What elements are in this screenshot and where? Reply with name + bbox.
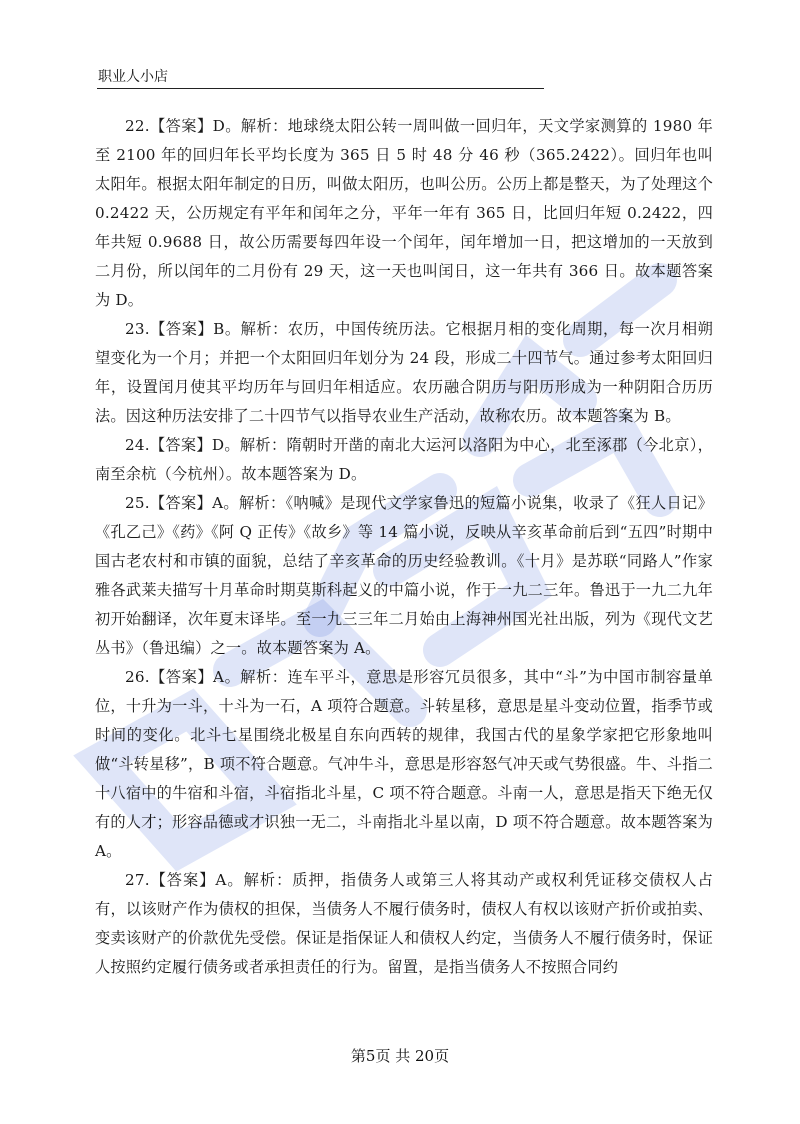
answer-paragraph-27: 27.【答案】A。解析：质押，指债务人或第三人将其动产或权利凭证移交债权人占有，以该财产作为债权的担保，当债务人不履行债务时，债权人有权以该财产折价或拍卖、变卖该财产的价款优先受偿。保证是指保证人和债权人约定，当债务人不履行债务时，保证人按照约定履行债务或者承担责任的行为。留置，是指当债务人不按照合同约 bbox=[95, 871, 713, 976]
answer-paragraph-24: 24.【答案】D。解析：隋朝时开凿的南北大运河以洛阳为中心，北至涿郡（今北京），南至余杭（今杭州）。故本题答案为 D。 bbox=[95, 436, 713, 483]
header-title: 职业人小店 bbox=[98, 69, 168, 85]
answer-paragraph-25: 25.【答案】A。解析：《呐喊》是现代文学家鲁迅的短篇小说集，收录了《狂人日记》《孔乙己》《药》《阿 Q 正传》《故乡》等 14 篇小说，反映从辛亥革命前后到“五四”时期中国古老农村和市镇的面貌，总结了辛亥革命的历史经验教训。《十月》是苏联“同路人”作家雅各武莱夫描写十月革命时期莫斯科起义的中篇小说，作于一九二三年。鲁迅于一九二九年初开始翻译，次年夏末译毕。至一九三三年二月始由上海神州国光社出版，列为《现代文艺丛书》（鲁迅编）之一。故本题答案为 A。 bbox=[95, 494, 713, 657]
answer-paragraph-23: 23.【答案】B。解析：农历，中国传统历法。它根据月相的变化周期，每一次月相朔望变化为一个月；并把一个太阳回归年划分为 24 段，形成二十四节气。通过参考太阳回归年，设置闰月使其平均历年与回归年相适应。农历融合阴历与阳历形成为一种阴阳合历历法。因这种历法安排了二十四节气以指导农业生产活动，故称农历。故本题答案为 B。 bbox=[95, 320, 713, 425]
answer-paragraph-22: 22.【答案】D。解析：地球绕太阳公转一周叫做一回归年，天文学家测算的 1980 年至 2100 年的回归年长平均长度为 365 日 5 时 48 分 46 秒（365.2422）。回归年也叫太阳年。根据太阳年制定的日历，叫做太阳历，也叫公历。公历上都是整天，为了处理这个 0.2422 天，公历规定有平年和闰年之分，平年一年有 365 日，比回归年短 0.2422，四年共短 0.9688 日，故公历需要每四年设一个闰年，闰年增加一日，把这增加的一天放到二月份，所以闰年的二月份有 29 天，这一天也叫闰日，这一年共有 366 日。故本题答案为 D。 bbox=[95, 117, 713, 309]
page-footer bbox=[0, 1045, 800, 1066]
answer-paragraph-26: 26.【答案】A。解析：连车平斗，意思是形容冗员很多，其中“斗”为中国市制容量单位，十升为一斗，十斗为一石，A 项符合题意。斗转星移，意思是星斗变动位置，指季节或时间的变化。北斗七星围绕北极星自东向西转的规律，我国古代的星象学家把它形象地叫做“斗转星移”，B 项不符合题意。气冲牛斗，意思是形容怒气冲天或气势很盛。牛、斗指二十八宿中的牛宿和斗宿，斗宿指北斗星，C 项不符合题意。斗南一人，意思是指天下绝无仅有的人才；形容品德或才识独一无二，斗南指北斗星以南，D 项不符合题意。故本题答案为 A。 bbox=[95, 668, 713, 860]
answer-content bbox=[95, 112, 713, 982]
page-number: 第5页 共 20页 bbox=[350, 1047, 450, 1065]
page-header bbox=[97, 62, 544, 89]
